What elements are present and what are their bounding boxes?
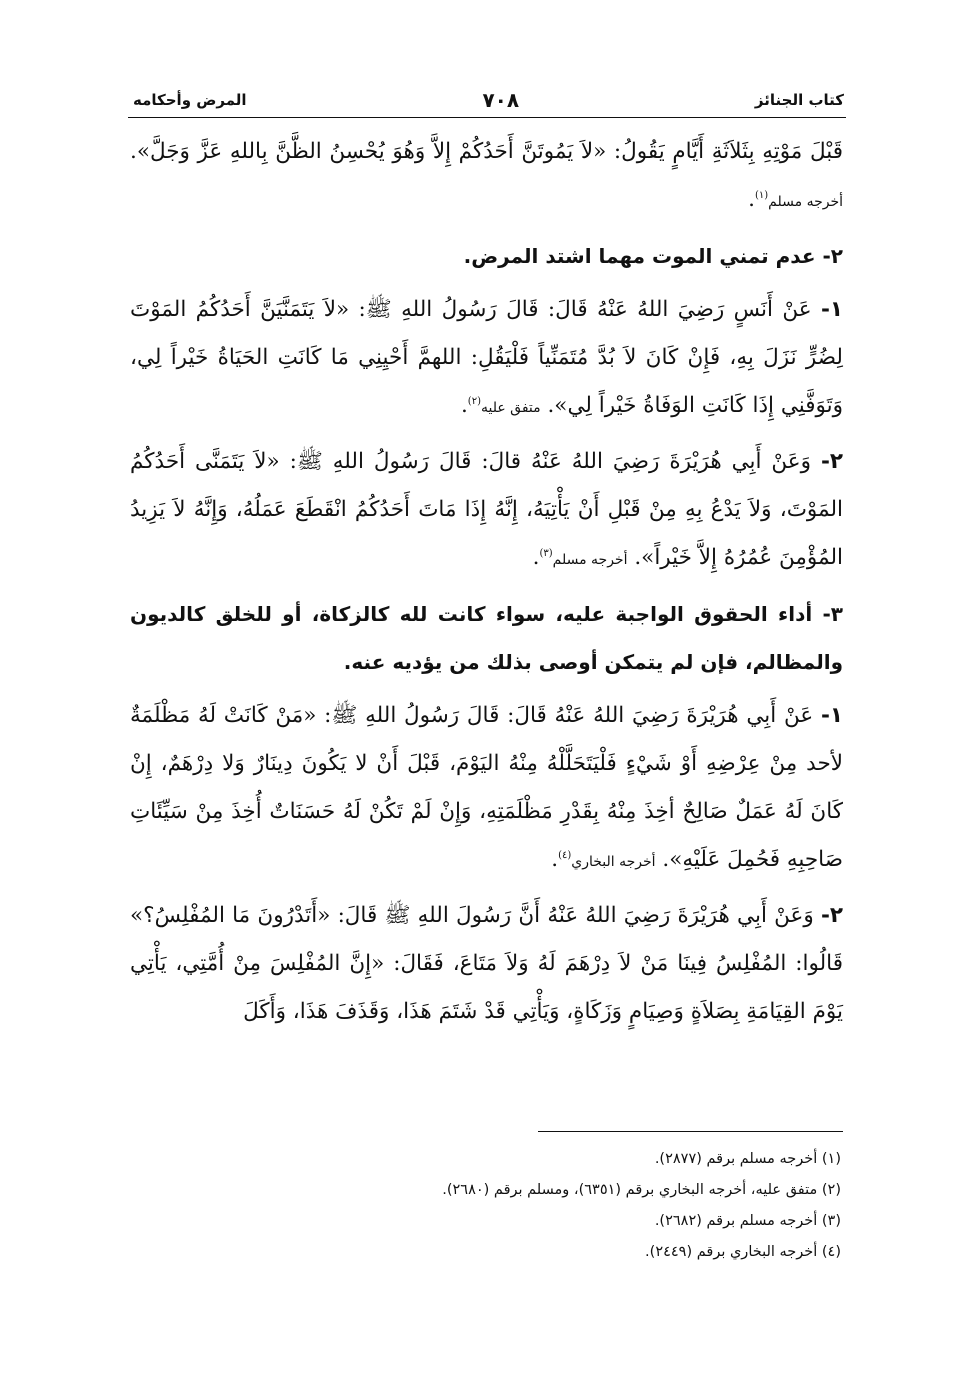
footnotes xyxy=(130,1144,841,1268)
hadith-source: أخرجه مسلم xyxy=(552,552,628,568)
header-divider xyxy=(128,117,846,118)
item-number: ٢- xyxy=(820,449,843,474)
item-number: ١- xyxy=(820,703,843,728)
page-number: ٧٠٨ xyxy=(482,88,520,112)
item-number: ١- xyxy=(820,297,843,322)
hadith-item: ٢- وَعَنْ أَبِي هُرَيْرَةَ رَضِيَ اللهُ عَنْهُ قالَ: قَالَ رَسُولُ اللهِ ﷺ: «لاَ يَتَمَنَّى أَحَدُكُمُ المَوْتَ، وَلاَ يَدْعُ بِهِ مِنْ قَبْلِ أَنْ يَأْتِيَهُ، إِنَّهُ إِذَا مَاتَ أَحَدُكُمُ انْقَطَعَ عَمَلُهُ، وَإِنَّهُ لاَ يَزِيدُ المُؤْمِنَ عُمُرُهُ إِلاَّ خَيْراً». أخرجه مسلم$^{(٣)}$. xyxy=(130,449,843,570)
section-heading-3: ٣- أداء الحقوق الواجبة عليه، سواء كانت لله كالزكاة، أو للخلق كالديون والمظالم، فإن لم يتمكن أوصى بذلك من يؤديه عنه. xyxy=(130,602,843,674)
footnote: (٤) أخرجه البخاري برقم (٢٤٤٩). xyxy=(645,1244,841,1260)
intro-paragraph: قَبْلَ مَوْتِهِ بِثَلاَثَةِ أَيَّامٍ يَقُولُ: «لاَ يَمُوتَنَّ أَحَدُكُمْ إِلاَّ وَهُوَ يُحْسِنُ الظَّنَّ بِاللهِ عَزَّ وَجَلَّ». أخرجه مسلم$^{(١)}$. xyxy=(130,139,843,212)
footnote: (٢) متفق عليه، أخرجه البخاري برقم (٦٣٥١)، ومسلم برقم (٢٦٨٠). xyxy=(442,1182,841,1198)
intro-source: أخرجه مسلم xyxy=(768,194,843,210)
footnote-divider xyxy=(538,1131,843,1132)
book-title: كتاب الجنائز xyxy=(754,91,844,109)
hadith-item: ١- عَنْ أَنَسٍ رَضِيَ اللهُ عَنْهُ قَالَ: قَالَ رَسُولُ اللهِ ﷺ: «لاَ يَتَمَنَّيَنَّ أَحَدُكُمُ المَوْتَ لِضُرٍّ نَزَلَ بِهِ، فَإِنْ كَانَ لاَ بُدَّ مُتَمَنِّياً فَلْيَقُلِ: اللهمَّ أَحْيِنِي مَا كَانَتِ الحَيَاةُ خَيْراً لِي، وَتَوَفَّنِي إِذَا كَانَتِ الوَفَاةُ خَيْراً لِي». متفق عليه$^{(٢)}$. xyxy=(130,297,843,418)
footnote-ref-4: (٤) xyxy=(558,849,572,861)
hadith-text: عَنْ أَبِي هُرَيْرَةَ رَضِيَ اللهُ عَنْهُ قَالَ: قَالَ رَسُولُ اللهِ ﷺ: «مَنْ كَانَتْ لَهُ مَظْلَمَةٌ لأحد مِنْ عِرْضِهِ أَوْ شَيْءٍ فَلْيَتَحَلَّلْهُ مِنْهُ اليَوْمَ، قَبْلَ أَنْ لا يَكُونَ دِينَارٌ وَلا دِرْهَمٌ، إِنْ كَانَ لَهُ عَمَلٌ صَالِحٌ أخِذَ مِنْهُ بِقَدْرِ مَظْلَمَتِهِ، وَإِنْ لَمْ تَكُنْ لَهُ حَسَنَاتٌ أُخِذَ مِنْ سَيِّئَاتِ صَاحِبِهِ فَحُمِلَ عَلَيْهِ». xyxy=(130,703,843,872)
intro-text: قَبْلَ مَوْتِهِ بِثَلاَثَةِ أَيَّامٍ يَقُولُ: «لاَ يَمُوتَنَّ أَحَدُكُمْ إِلاَّ وَهُوَ يُحْسِنُ الظَّنَّ بِاللهِ عَزَّ وَجَلَّ». xyxy=(130,139,843,164)
hadith-item: ١- عَنْ أَبِي هُرَيْرَةَ رَضِيَ اللهُ عَنْهُ قَالَ: قَالَ رَسُولُ اللهِ ﷺ: «مَنْ كَانَتْ لَهُ مَظْلَمَةٌ لأحد مِنْ عِرْضِهِ أَوْ شَيْءٍ فَلْيَتَحَلَّلْهُ مِنْهُ اليَوْمَ، قَبْلَ أَنْ لا يَكُونَ دِينَارٌ وَلا دِرْهَمٌ، إِنْ كَانَ لَهُ عَمَلٌ صَالِحٌ أخِذَ مِنْهُ بِقَدْرِ مَظْلَمَتِهِ، وَإِنْ لَمْ تَكُنْ لَهُ حَسَنَاتٌ أُخِذَ مِنْ سَيِّئَاتِ صَاحِبِهِ فَحُمِلَ عَلَيْهِ». أخرجه البخاري$^{(٤)}$. xyxy=(130,703,843,872)
footnote: (٣) أخرجه مسلم برقم (٢٦٨٢). xyxy=(654,1213,841,1229)
item-number: ٢- xyxy=(820,903,843,928)
hadith-source: متفق عليه xyxy=(480,400,541,416)
hadith-text: عَنْ أَنَسٍ رَضِيَ اللهُ عَنْهُ قَالَ: قَالَ رَسُولُ اللهِ ﷺ: «لاَ يَتَمَنَّيَنَّ أَحَدُكُمُ المَوْتَ لِضُرٍّ نَزَلَ بِهِ، فَإِنْ كَانَ لاَ بُدَّ مُتَمَنِّياً فَلْيَقُلِ: اللهمَّ أَحْيِنِي مَا كَانَتِ الحَيَاةُ خَيْراً لِي، وَتَوَفَّنِي إِذَا كَانَتِ الوَفَاةُ خَيْراً لِي». xyxy=(130,297,843,418)
footnote-ref-2: (٢) xyxy=(467,395,481,407)
section-heading-2: ٢- عدم تمني الموت مهما اشتد المرض. xyxy=(463,244,843,268)
running-header xyxy=(133,84,844,116)
hadith-item xyxy=(130,892,843,1036)
hadith-text: وَعَنْ أَبِي هُرَيْرَةَ رَضِيَ اللهُ عَنْهُ أَنَّ رَسُولَ اللهِ ﷺ قَالَ: «أَتَدْرُونَ مَا المُفْلِسُ؟» قَالُوا: المُفْلِسُ فِينَا مَنْ لاَ دِرْهَمَ لَهُ وَلاَ مَتَاعَ، فَقَالَ: «إِنَّ المُفْلِسَ مِنْ أُمَّتِي، يَأْتِي يَوْمَ القِيَامَةِ بِصَلاَةٍ وَصِيَامٍ وَزَكَاةٍ، وَيَأْتِي قَدْ شَتَمَ هَذَا، وَقَذَفَ هَذَا، وَأَكَلَ xyxy=(130,903,843,1024)
footnote-ref-3: (٣) xyxy=(539,547,553,559)
hadith-source: أخرجه البخاري xyxy=(571,854,656,870)
footnote-ref-1: (١) xyxy=(754,189,769,201)
main-text xyxy=(130,128,843,1036)
footnote: (١) أخرجه مسلم برقم (٢٨٧٧). xyxy=(654,1151,841,1167)
chapter-title: المرض وأحكامه xyxy=(133,91,247,109)
hadith-text: وَعَنْ أَبِي هُرَيْرَةَ رَضِيَ اللهُ عَنْهُ قالَ: قَالَ رَسُولُ اللهِ ﷺ: «لاَ يَتَمَنَّى أَحَدُكُمُ المَوْتَ، وَلاَ يَدْعُ بِهِ مِنْ قَبْلِ أَنْ يَأْتِيَهُ، إِنَّهُ إِذَا مَاتَ أَحَدُكُمُ انْقَطَعَ عَمَلُهُ، وَإِنَّهُ لاَ يَزِيدُ المُؤْمِنَ عُمُرُهُ إِلاَّ خَيْراً». xyxy=(130,449,843,570)
